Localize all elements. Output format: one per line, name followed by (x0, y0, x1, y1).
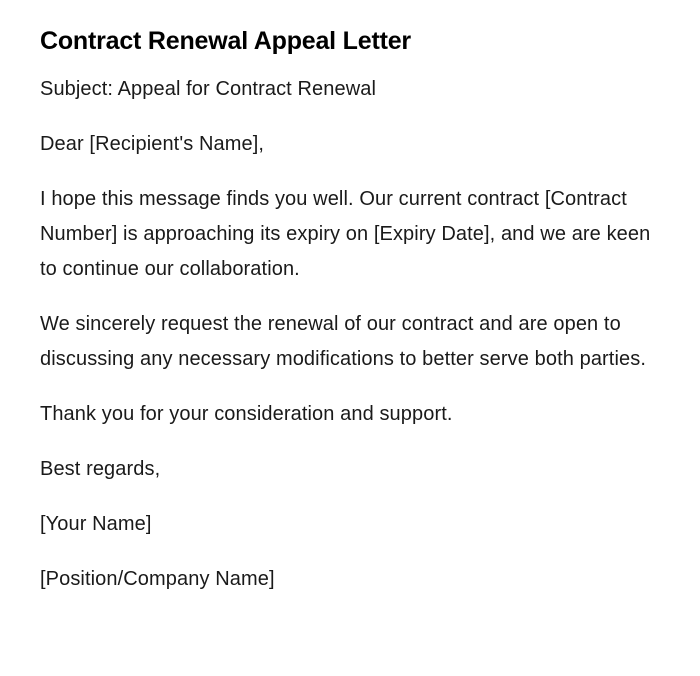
body-paragraph-request: We sincerely request the renewal of our contract and are open to discussing any necessary modifications to better serve both parties. (40, 313, 646, 370)
letter-page (40, 24, 652, 617)
sender-position: [Position/Company Name] (40, 568, 275, 590)
sender-name: [Your Name] (40, 513, 152, 535)
salutation: Dear [Recipient's Name], (40, 133, 265, 155)
subject-line: Subject: Appeal for Contract Renewal (40, 78, 377, 100)
page-title: Contract Renewal Appeal Letter (40, 27, 411, 55)
closing-line: Best regards, (40, 458, 161, 480)
thanks-line: Thank you for your consideration and support. (40, 403, 453, 425)
body-paragraph-intro: I hope this message finds you well. Our current contract [Contract Number] is approaching its expiry on [Expiry Date], and we are keen to continue our collaboration. (40, 188, 651, 280)
